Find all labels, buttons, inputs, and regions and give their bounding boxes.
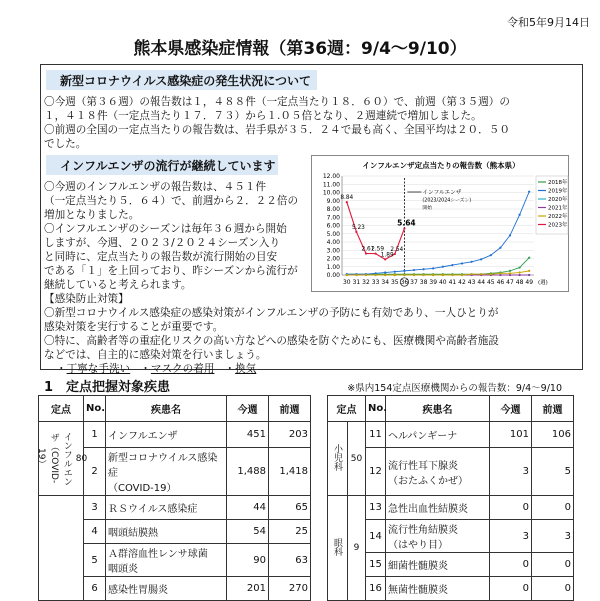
row-this-week: 3	[490, 448, 532, 496]
data-point	[375, 253, 377, 255]
row-disease-line2: （おたふくかぜ）	[388, 475, 468, 487]
row-disease	[106, 544, 227, 577]
y-tick-label: 9.00	[326, 197, 340, 205]
data-label: 2.61	[361, 246, 375, 253]
row-disease-line1: 流行性角結膜炎	[388, 525, 458, 536]
data-point	[528, 274, 530, 276]
data-point	[394, 271, 396, 273]
data-point	[471, 261, 473, 263]
data-point	[423, 274, 425, 276]
row-last-week: 65	[269, 496, 311, 520]
row-this-week: 0	[490, 553, 532, 577]
prevention-text	[44, 292, 580, 376]
col-header-this-week: 今週	[490, 396, 532, 422]
row-last-week: 3	[532, 520, 574, 553]
x-tick-label: 30	[342, 279, 351, 286]
x-tick-label: 38	[419, 279, 428, 286]
flu-line: である「１」を上回っており、昨シーズンから流行が	[44, 265, 298, 277]
season-annotation: インフルエンザ	[422, 190, 462, 196]
x-tick-label: 36	[400, 279, 409, 286]
report-date: 令和5年9月14日	[507, 16, 590, 29]
y-tick-label: 4.00	[326, 239, 340, 246]
data-point	[442, 266, 444, 268]
row-disease: 急性出血性結膜炎	[386, 496, 490, 520]
col-header-this-week: 今週	[227, 396, 269, 422]
data-point	[423, 268, 425, 270]
chart-title: インフルエンザ定点当たりの報告数（熊本県）	[362, 161, 520, 170]
data-label: 5.23	[351, 224, 365, 231]
data-point	[375, 274, 377, 276]
row-disease-line1: Ａ群溶血性レンサ球菌	[108, 549, 208, 560]
x-tick-label: 41	[448, 279, 457, 286]
row-no: 4	[84, 520, 106, 544]
legend-label: 2020年	[548, 197, 568, 203]
covid-line: 〇今週（第３６週）の報告数は１，４８８件（一定点当たり１８．６０）で、前週（第３５週）の	[44, 96, 510, 108]
data-point	[432, 267, 434, 269]
y-tick-label: 5.00	[326, 230, 340, 238]
x-unit-label: (週)	[538, 280, 548, 286]
row-disease-line1: 新型コロナウイルス感染症	[108, 453, 218, 479]
x-tick-label: 42	[458, 279, 466, 286]
measure-bullet: ・	[224, 363, 236, 375]
sentinel-group-count: 80	[75, 453, 88, 464]
col-header-last-week: 前週	[269, 396, 311, 422]
covid-heading: 新型コロナウイルス感染症の発生状況について	[46, 70, 317, 90]
row-this-week: 0	[490, 577, 532, 601]
series-line	[347, 258, 529, 275]
legend-label: 2019年	[548, 188, 568, 195]
data-point	[528, 257, 530, 259]
y-tick-label: 8.00	[326, 206, 340, 213]
flu-line: しますが、今週、２０２３/２０２４シーズン入り	[44, 237, 281, 249]
data-point	[403, 270, 405, 272]
data-point	[509, 272, 511, 274]
data-point	[394, 253, 396, 255]
flu-line: 〇今週のインフルエンザの報告数は、４５１件	[44, 181, 267, 193]
row-disease: ヘルパンギーナ	[386, 422, 490, 448]
data-point	[365, 274, 367, 276]
row-no: 2	[84, 448, 106, 496]
data-point	[413, 274, 415, 276]
flu-chart	[311, 155, 569, 292]
measures-line	[44, 362, 580, 376]
data-point	[490, 273, 492, 275]
y-tick-label: 11.00	[322, 181, 340, 189]
sentinel-group-empty	[39, 496, 84, 601]
x-tick-label: 47	[506, 279, 514, 286]
data-point	[394, 274, 396, 276]
data-point	[346, 201, 348, 203]
row-disease: 咽頭結膜熱	[106, 520, 227, 544]
row-disease: インフルエンザ	[106, 422, 227, 448]
data-point	[432, 274, 434, 276]
y-tick-label: 7.00	[326, 214, 340, 222]
data-point	[365, 252, 367, 254]
data-point	[499, 272, 501, 274]
row-disease: 無菌性髄膜炎	[386, 577, 490, 601]
data-point	[355, 274, 357, 276]
row-no: 11	[366, 422, 386, 448]
sentinel-group-label: 小児科	[328, 422, 348, 496]
row-disease	[386, 448, 490, 496]
x-tick-label: 45	[486, 279, 495, 286]
data-label: 2.59	[371, 246, 385, 253]
x-tick-label: 39	[429, 279, 438, 286]
row-this-week: 451	[227, 422, 269, 448]
measure-bullet: ・	[140, 363, 151, 375]
legend-label: 2023年	[548, 222, 568, 229]
flu-line: 増加となりました。	[44, 209, 140, 221]
data-point	[451, 264, 453, 266]
row-last-week: 106	[532, 422, 574, 448]
data-point	[442, 274, 444, 276]
row-this-week: 90	[227, 544, 269, 577]
legend-label: 2022年	[548, 214, 568, 220]
x-tick-label: 44	[477, 279, 486, 286]
row-last-week: 63	[269, 544, 311, 577]
data-point	[403, 227, 405, 229]
data-point	[471, 273, 473, 275]
row-no: 1	[84, 422, 106, 448]
row-this-week: 101	[490, 422, 532, 448]
row-last-week: 203	[269, 422, 311, 448]
data-point	[509, 234, 511, 236]
data-label: 2.54	[390, 247, 404, 254]
x-tick-label: 48	[515, 279, 524, 286]
row-disease	[386, 520, 490, 553]
prevention-line: 〇特に、高齢者等の重症化リスクの高い方などへの感染を防ぐためにも、医療機関や高齢者施設	[44, 335, 499, 347]
legend-label: 2018年	[548, 180, 568, 186]
y-tick-label: 12.00	[322, 173, 340, 180]
season-annotation: (2023/2024シーズン)	[422, 198, 472, 204]
row-disease: 感染性胃腸炎	[106, 577, 227, 601]
col-header-disease: 疾患名	[386, 396, 490, 422]
x-tick-label: 32	[362, 279, 370, 286]
covid-text	[44, 95, 580, 151]
row-no: 15	[366, 553, 386, 577]
y-tick-label: 0.00	[326, 272, 340, 279]
legend-label: 2021年	[548, 205, 568, 212]
measure-ventilation-link[interactable]: 換気	[235, 363, 257, 375]
data-point	[519, 266, 521, 268]
right-disease-table	[327, 395, 574, 601]
row-no: 6	[84, 577, 106, 601]
data-point	[461, 274, 463, 276]
data-point	[499, 247, 501, 249]
y-tick-label: 10.00	[322, 189, 340, 197]
flu-line: 〇インフルエンザのシーズンは毎年３６週から開始	[44, 223, 287, 235]
flu-line: と同時に、定点当たりの報告数が流行開始の目安	[44, 251, 278, 263]
row-this-week: 201	[227, 577, 269, 601]
row-last-week: 0	[532, 496, 574, 520]
x-tick-label: 33	[371, 279, 380, 286]
flu-line: （一定点当たり５．６４）で、前週から２．２２倍の	[44, 195, 299, 207]
data-point	[384, 258, 386, 260]
row-last-week: 0	[532, 553, 574, 577]
measure-bullet: ・	[56, 363, 67, 375]
row-this-week: 0	[490, 496, 532, 520]
sentinel-group-count: 9	[348, 496, 366, 601]
data-point	[519, 274, 521, 276]
row-no: 16	[366, 577, 386, 601]
sentinel-group-label: インフルエンザ（COVID-19）	[35, 431, 72, 486]
data-point	[519, 214, 521, 216]
data-point	[509, 270, 511, 272]
row-last-week: 5	[532, 448, 574, 496]
data-point	[384, 274, 386, 276]
prevention-line: 感染対策を実行することが重要です。	[44, 321, 224, 333]
data-point	[403, 274, 405, 276]
data-point	[480, 258, 482, 260]
y-tick-label: 2.00	[326, 255, 340, 263]
y-tick-label: 6.00	[326, 222, 340, 230]
data-point	[451, 274, 453, 276]
covid-line: １，４１８件（一定点当たり１７．７３）から１.０５倍となり、２週連続で増加しました。	[44, 110, 482, 122]
flu-chart-svg	[312, 156, 570, 293]
flu-text	[44, 180, 309, 292]
row-last-week: 1,418	[269, 448, 311, 496]
sentinel-group-count: 50	[348, 422, 366, 496]
data-point	[384, 271, 386, 273]
data-point	[528, 191, 530, 193]
x-tick-label: 37	[410, 279, 418, 286]
section1-heading: 1 定点把握対象疾患	[44, 380, 171, 395]
data-point	[461, 262, 463, 264]
x-tick-label: 43	[467, 279, 476, 286]
measure-handwashing-link[interactable]: 丁寧な手洗い	[66, 363, 131, 375]
data-point	[490, 254, 492, 256]
prevention-heading: 【感染防止対策】	[44, 293, 129, 305]
col-header-no: No.	[84, 396, 106, 422]
page-title: 熊本県感染症情報（第36週：9/4～9/10）	[133, 39, 467, 59]
data-point	[528, 270, 530, 272]
x-tick-label: 31	[352, 279, 361, 286]
row-disease: ＲＳウイルス感染症	[106, 496, 227, 520]
left-disease-table	[35, 395, 311, 601]
flu-line: 継続していると考えられます。	[44, 279, 192, 291]
data-point	[346, 274, 348, 276]
col-header-disease: 疾患名	[106, 396, 227, 422]
data-label: 1.89	[380, 252, 394, 259]
x-tick-label: 34	[381, 279, 390, 286]
covid-line: でした。	[44, 138, 87, 150]
row-no: 14	[366, 520, 386, 553]
row-this-week: 44	[227, 496, 269, 520]
section1-note: ※県内154定点医療機関からの報告数：9/4～9/10	[347, 383, 562, 394]
col-header-no: No.	[366, 396, 386, 422]
season-annotation: 開始	[422, 206, 433, 211]
row-this-week: 1,488	[227, 448, 269, 496]
prevention-line: 〇新型コロナウイルス感染症の感染対策がインフルエンザの予防にも有効であり、一人ひとりが	[44, 307, 499, 319]
flu-heading: インフルエンザの流行が継続しています	[46, 155, 278, 175]
data-point	[413, 269, 415, 271]
row-this-week: 3	[490, 520, 532, 553]
row-disease-line2: （COVID-19）	[108, 483, 177, 494]
sentinel-group-label: 眼科	[328, 496, 348, 601]
data-point	[519, 271, 521, 273]
row-disease	[106, 448, 227, 496]
data-label: 5.64	[397, 218, 416, 228]
col-header-sentinel: 定点	[328, 396, 366, 422]
series-line	[347, 192, 529, 274]
row-disease: 細菌性髄膜炎	[386, 553, 490, 577]
data-label: 8.84	[340, 195, 354, 202]
y-tick-label: 3.00	[326, 247, 340, 255]
col-header-sentinel: 定点	[39, 396, 84, 422]
col-header-last-week: 前週	[532, 396, 574, 422]
sentinel-group	[35, 422, 88, 496]
y-tick-label: 1.00	[326, 263, 340, 271]
row-last-week: 25	[269, 520, 311, 544]
x-tick-label: 40	[438, 279, 447, 286]
covid-line: 〇前週の全国の一定点当たりの報告数は、岩手県が３５．２４で最も高く、全国平均は２０．５０	[44, 124, 510, 136]
data-point	[355, 231, 357, 233]
x-tick-label: 49	[525, 279, 534, 286]
row-no: 5	[84, 544, 106, 577]
x-tick-label: 35	[390, 279, 399, 286]
measure-mask-link[interactable]: マスクの着用	[150, 363, 215, 375]
row-no: 12	[366, 448, 386, 496]
prevention-line: などでは、自主的に感染対策を行いましょう。	[44, 349, 267, 361]
row-last-week: 270	[269, 577, 311, 601]
x-tick-label: 46	[496, 279, 505, 286]
row-this-week: 54	[227, 520, 269, 544]
row-last-week: 0	[532, 577, 574, 601]
data-point	[480, 273, 482, 275]
row-disease-line2: （はやり目）	[388, 540, 448, 551]
row-disease-line2: 咽頭炎	[108, 564, 138, 575]
row-no: 13	[366, 496, 386, 520]
row-disease-line1: 流行性耳下腺炎	[388, 460, 458, 472]
row-no: 3	[84, 496, 106, 520]
